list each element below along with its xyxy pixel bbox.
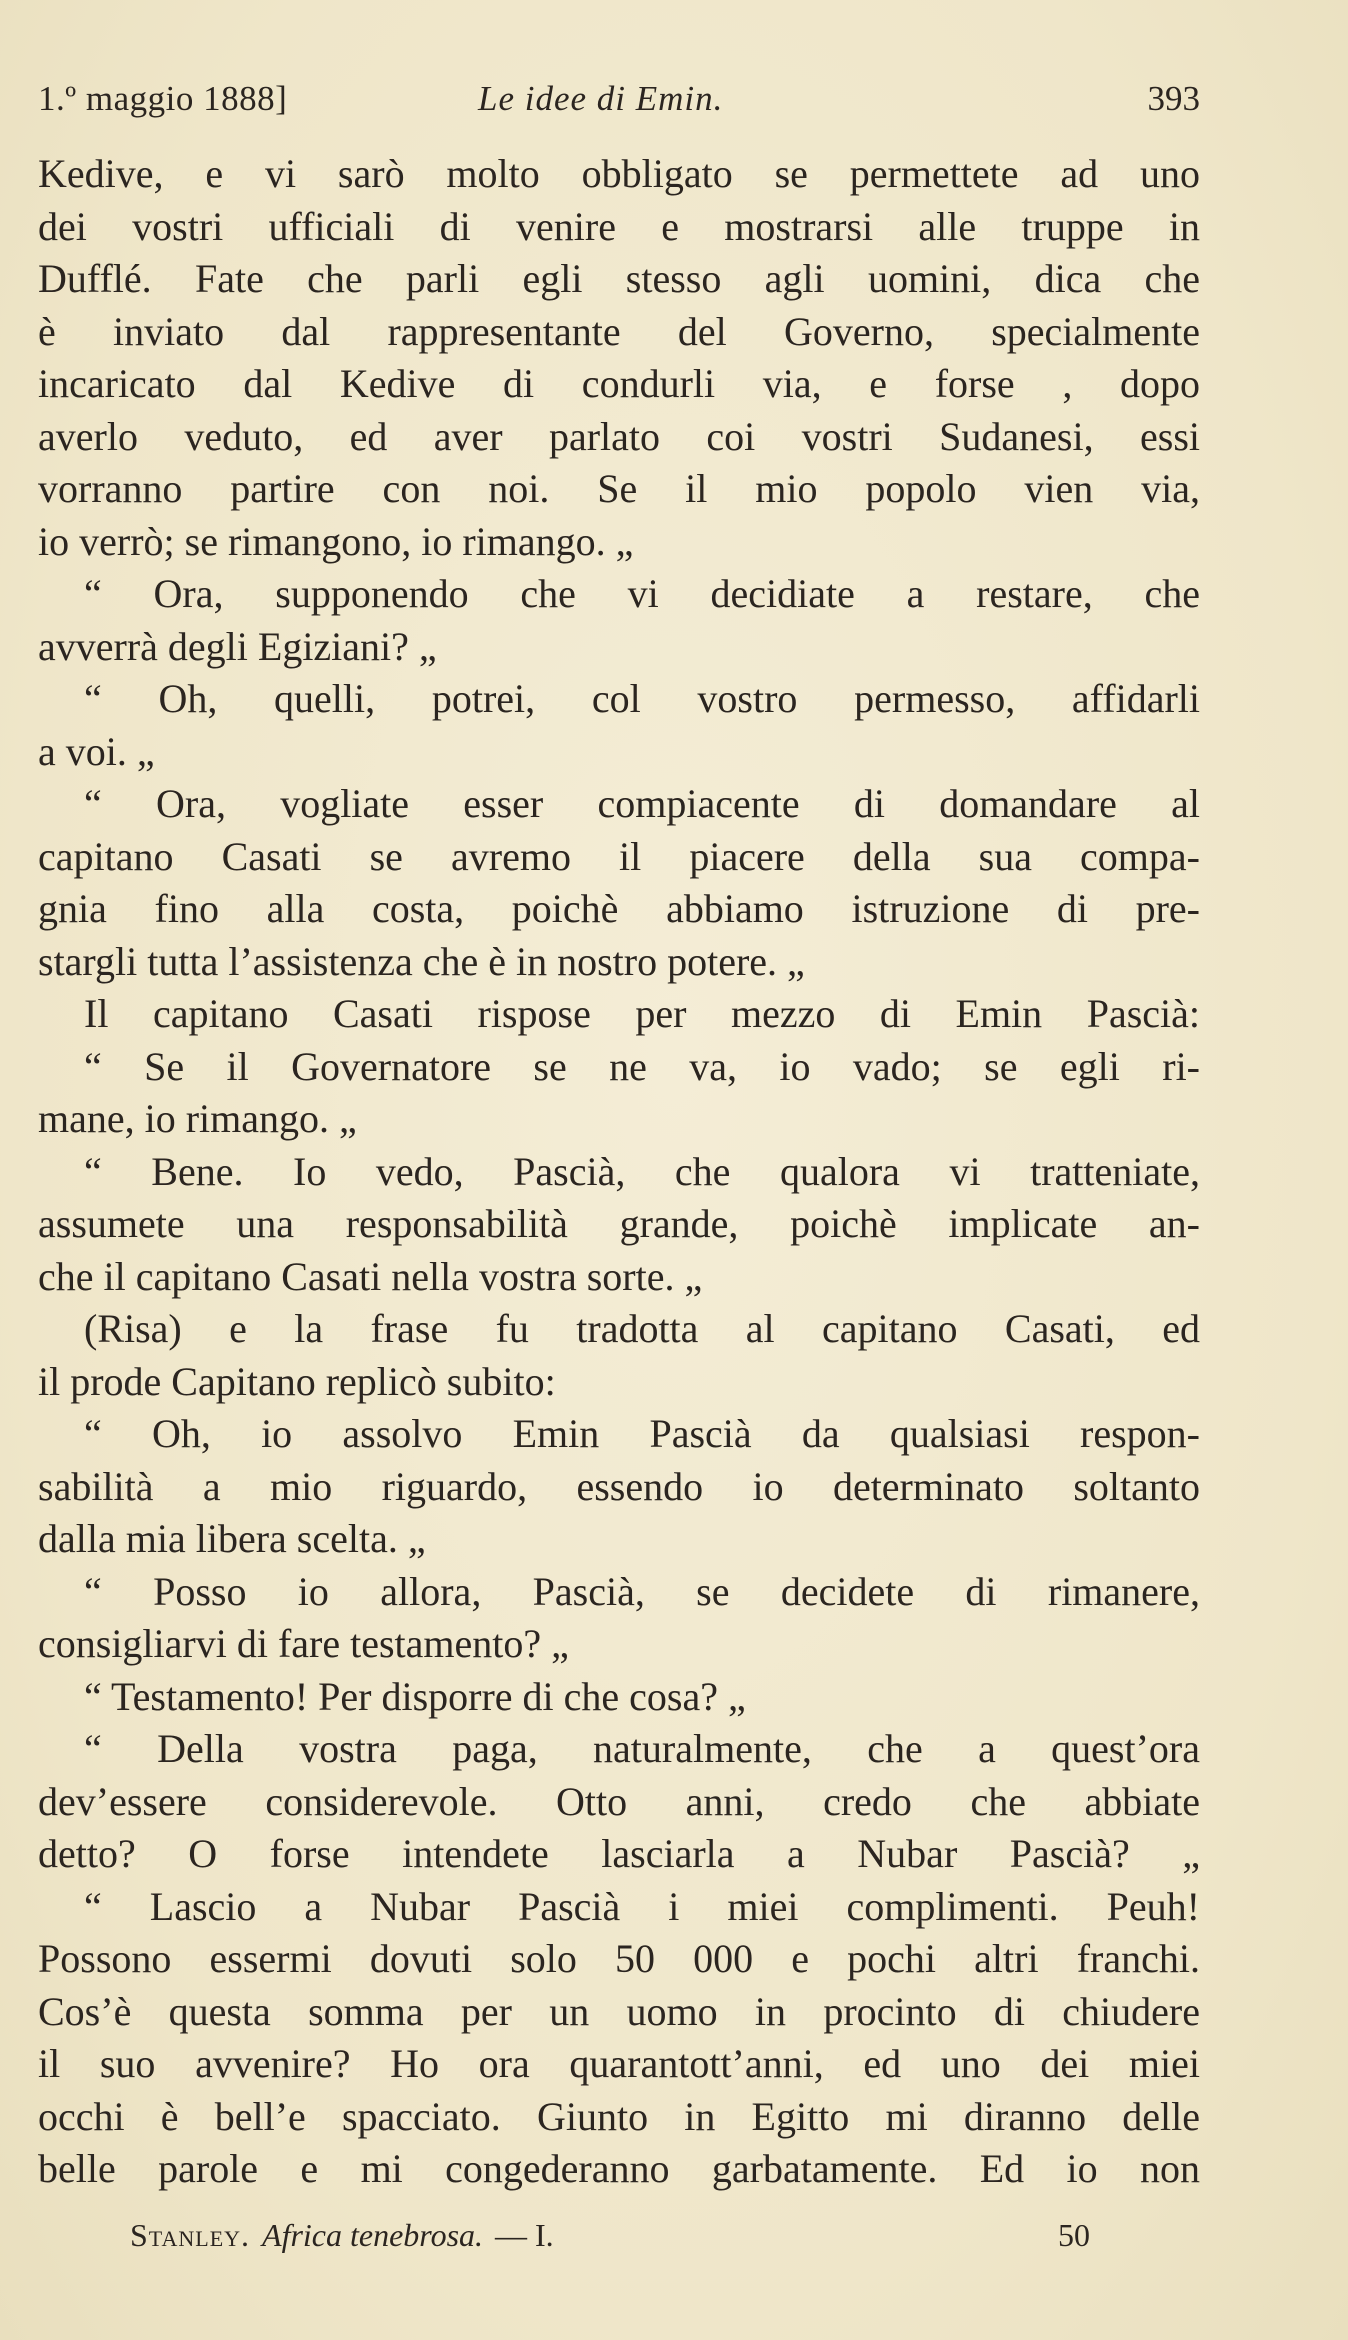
- text-line: il suo avvenire? Ho ora quarantott’anni, ed uno dei miei: [38, 2041, 1200, 2086]
- text-line: “ Se il Governatore se ne va, io vado; se egli ri-: [84, 1043, 1200, 1089]
- text-line: occhi è bell’e spacciato. Giunto in Egitto mi diranno delle: [38, 2093, 1200, 2139]
- text-line: vorranno partire con noi. Se il mio popolo vien via,: [38, 466, 1200, 511]
- text-line: a voi. „: [38, 728, 155, 774]
- text-line: che il capitano Casati nella vostra sorte. „: [38, 1253, 703, 1299]
- text-line: “ Oh, quelli, potrei, col vostro permesso, affidarli: [84, 676, 1200, 721]
- text-line: mane, io rimango. „: [38, 1096, 357, 1141]
- text-line: io verrò; se rimangono, io rimango. „: [38, 518, 634, 564]
- text-line: “ Della vostra paga, naturalmente, che a quest’ora: [84, 1726, 1200, 1771]
- footer-signature: 50: [1058, 2217, 1090, 2253]
- text-line: dev’essere considerevole. Otto anni, credo che abbiate: [38, 1778, 1200, 1824]
- footer-volume: I.: [535, 2217, 554, 2253]
- issue-date: 1.º maggio 1888]: [38, 79, 288, 118]
- page-number: 393: [1147, 79, 1200, 118]
- footer-dash: —: [495, 2217, 528, 2253]
- text-line: assumete una responsabilità grande, poichè implicate an-: [38, 1201, 1200, 1246]
- text-line: Il capitano Casati rispose per mezzo di Emin Pascià:: [84, 991, 1200, 1036]
- text-line: incaricato dal Kedive di condurli via, e forse , dopo: [38, 361, 1200, 406]
- body-text: [38, 148, 1200, 2196]
- text-line: “ Testamento! Per disporre di che cosa? „: [84, 1673, 746, 1719]
- text-line: “ Lascio a Nubar Pascià i miei complimenti. Peuh!: [84, 1883, 1200, 1929]
- text-line: Kedive, e vi sarò molto obbligato se permettete ad uno: [38, 151, 1200, 196]
- text-line: Dufflé. Fate che parli egli stesso agli uomini, dica che: [38, 256, 1200, 301]
- footer-title: Africa tenebrosa.: [262, 2217, 484, 2253]
- text-line: detto? O forse intendete lasciarla a Nubar Pascià? „: [38, 1831, 1200, 1876]
- text-line: belle parole e mi congederanno garbatamente. Ed io non: [38, 2146, 1200, 2191]
- running-head: [38, 74, 1200, 124]
- text-line: Possono essermi dovuti solo 50 000 e pochi altri franchi.: [38, 1936, 1200, 1981]
- text-line: consigliarvi di fare testamento? „: [38, 1621, 569, 1666]
- text-line: Cos’è questa somma per un uomo in procinto di chiudere: [38, 1988, 1200, 2034]
- text-line: “ Ora, supponendo che vi decidiate a restare, che: [84, 571, 1200, 616]
- text-line: “ Oh, io assolvo Emin Pascià da qualsiasi respon-: [84, 1411, 1200, 1456]
- text-line: gnia fino alla costa, poichè abbiamo istruzione di pre-: [38, 886, 1200, 931]
- text-line: stargli tutta l’assistenza che è in nostro potere. „: [38, 938, 805, 984]
- chapter-title: Le idee di Emin.: [478, 79, 724, 118]
- text-line: (Risa) e la frase fu tradotta al capitano Casati, ed: [84, 1306, 1200, 1351]
- text-line: “ Bene. Io vedo, Pascià, che qualora vi tratteniate,: [84, 1148, 1200, 1194]
- text-line: è inviato dal rappresentante del Governo, specialmente: [38, 308, 1200, 354]
- text-line: “ Posso io allora, Pascià, se decidete di rimanere,: [84, 1568, 1200, 1614]
- text-line: “ Ora, vogliate esser compiacente di domandare al: [84, 781, 1200, 826]
- text-line: capitano Casati se avremo il piacere della sua compa-: [38, 833, 1200, 879]
- text-line: avverrà degli Egiziani? „: [38, 623, 437, 669]
- footer-author: Stanley.: [130, 2217, 251, 2253]
- text-line: dei vostri ufficiali di venire e mostrarsi alle truppe in: [38, 203, 1200, 249]
- text-line: sabilità a mio riguardo, essendo io determinato soltanto: [38, 1463, 1200, 1509]
- text-line: il prode Capitano replicò subito:: [38, 1358, 556, 1404]
- text-line: dalla mia libera scelta. „: [38, 1516, 426, 1561]
- page-footer: [130, 2210, 1090, 2260]
- text-line: averlo veduto, ed aver parlato coi vostri Sudanesi, essi: [38, 413, 1200, 459]
